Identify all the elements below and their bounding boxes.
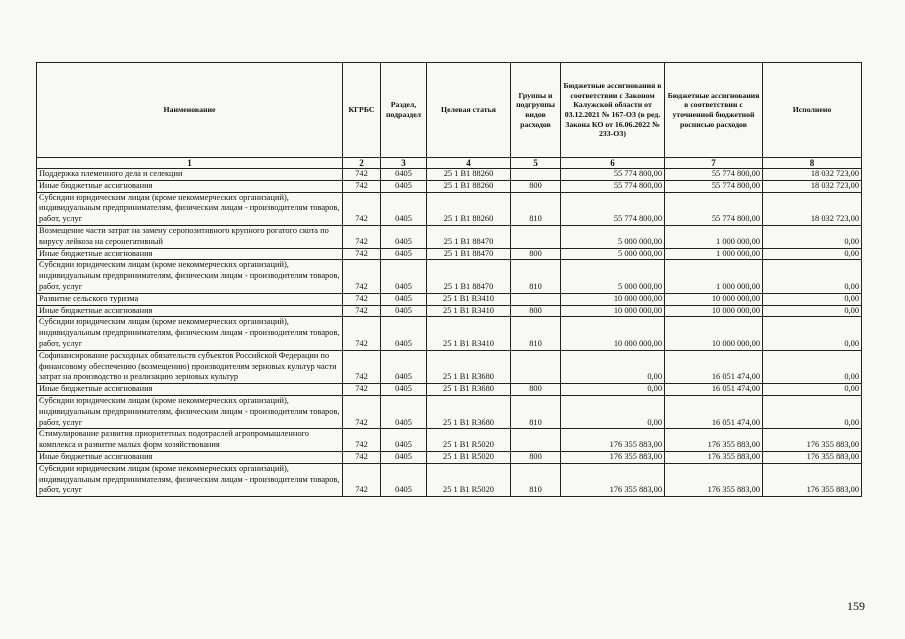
row-target-cell: 25 1 В1 R5020: [427, 429, 511, 452]
table-row: [37, 395, 862, 428]
row-done-cell: 18 032 723,00: [763, 192, 862, 225]
row-assign-law-cell: 5 000 000,00: [561, 225, 665, 248]
column-number: 8: [763, 158, 862, 169]
column-number-row: [37, 158, 862, 169]
table-row: [37, 248, 862, 260]
row-section-cell: 0405: [381, 384, 427, 396]
row-assign-law-cell: 0,00: [561, 395, 665, 428]
row-target-cell: 25 1 В1 R5020: [427, 451, 511, 463]
row-done-cell: 176 355 883,00: [763, 463, 862, 496]
table-row: [37, 225, 862, 248]
col-kgrbs-header: КГРБС: [343, 63, 381, 158]
row-target-cell: 25 1 В1 R3410: [427, 305, 511, 317]
row-done-cell: 176 355 883,00: [763, 451, 862, 463]
row-assign-law-cell: 0,00: [561, 384, 665, 396]
column-number: 5: [511, 158, 561, 169]
row-kgrbs-cell: 742: [343, 192, 381, 225]
row-name-cell: Иные бюджетные ассигнования: [37, 451, 343, 463]
column-number: 4: [427, 158, 511, 169]
row-kgrbs-cell: 742: [343, 169, 381, 181]
row-kgrbs-cell: 742: [343, 180, 381, 192]
row-section-cell: 0405: [381, 350, 427, 383]
row-kgrbs-cell: 742: [343, 248, 381, 260]
row-done-cell: 0,00: [763, 317, 862, 350]
row-assign-list-cell: 176 355 883,00: [665, 463, 763, 496]
row-kgrbs-cell: 742: [343, 463, 381, 496]
row-target-cell: 25 1 В1 88260: [427, 169, 511, 181]
row-section-cell: 0405: [381, 463, 427, 496]
row-group-cell: 810: [511, 317, 561, 350]
row-group-cell: [511, 169, 561, 181]
row-section-cell: 0405: [381, 451, 427, 463]
row-group-cell: [511, 429, 561, 452]
row-kgrbs-cell: 742: [343, 350, 381, 383]
row-kgrbs-cell: 742: [343, 395, 381, 428]
row-done-cell: 0,00: [763, 395, 862, 428]
row-done-cell: 0,00: [763, 225, 862, 248]
row-target-cell: 25 1 В1 88470: [427, 260, 511, 293]
row-done-cell: 18 032 723,00: [763, 180, 862, 192]
column-number: 3: [381, 158, 427, 169]
row-name-cell: Субсидии юридическим лицам (кроме некоммерческих организаций), индивидуальным предпринимателям, физическим лицам - производителям товаров, работ, услуг: [37, 317, 343, 350]
row-name-cell: Возмещение части затрат на замену серопозитивного крупного рогатого скота по вирусу лейкоза на серонегативный: [37, 225, 343, 248]
row-name-cell: Софинансирование расходных обязательств субъектов Российской Федерации по финансовому обеспечению (возмещению) производителям зерновых культур части затрат на производство и реализацию зерновых культур: [37, 350, 343, 383]
row-assign-law-cell: 5 000 000,00: [561, 260, 665, 293]
row-section-cell: 0405: [381, 225, 427, 248]
row-target-cell: 25 1 В1 88260: [427, 180, 511, 192]
col-groups-header: Группы и подгруппы видов расходов: [511, 63, 561, 158]
row-assign-law-cell: 55 774 800,00: [561, 192, 665, 225]
row-section-cell: 0405: [381, 317, 427, 350]
row-assign-law-cell: 10 000 000,00: [561, 305, 665, 317]
row-assign-list-cell: 55 774 800,00: [665, 169, 763, 181]
row-group-cell: [511, 225, 561, 248]
column-number: 6: [561, 158, 665, 169]
row-assign-list-cell: 1 000 000,00: [665, 225, 763, 248]
row-section-cell: 0405: [381, 429, 427, 452]
row-assign-law-cell: 5 000 000,00: [561, 248, 665, 260]
row-section-cell: 0405: [381, 293, 427, 305]
row-name-cell: Субсидии юридическим лицам (кроме некоммерческих организаций), индивидуальным предпринимателям, физическим лицам - производителям товаров, работ, услуг: [37, 395, 343, 428]
row-assign-list-cell: 55 774 800,00: [665, 192, 763, 225]
row-name-cell: Стимулирование развития приоритетных подотраслей агропромышленного комплекса и развитие малых форм хозяйствования: [37, 429, 343, 452]
row-assign-list-cell: 16 051 474,00: [665, 350, 763, 383]
row-name-cell: Субсидии юридическим лицам (кроме некоммерческих организаций), индивидуальным предпринимателям, физическим лицам - производителям товаров, работ, услуг: [37, 192, 343, 225]
row-kgrbs-cell: 742: [343, 305, 381, 317]
row-section-cell: 0405: [381, 192, 427, 225]
row-target-cell: 25 1 В1 88470: [427, 248, 511, 260]
row-name-cell: Субсидии юридическим лицам (кроме некоммерческих организаций), индивидуальным предпринимателям, физическим лицам - производителям товаров, работ, услуг: [37, 260, 343, 293]
table-row: [37, 293, 862, 305]
row-done-cell: 0,00: [763, 248, 862, 260]
row-done-cell: 0,00: [763, 293, 862, 305]
col-target-header: Целевая статья: [427, 63, 511, 158]
column-number: 2: [343, 158, 381, 169]
column-number: 7: [665, 158, 763, 169]
table-row: [37, 260, 862, 293]
row-kgrbs-cell: 742: [343, 384, 381, 396]
table-row: [37, 317, 862, 350]
row-assign-list-cell: 10 000 000,00: [665, 317, 763, 350]
table-row: [37, 384, 862, 396]
row-done-cell: 0,00: [763, 350, 862, 383]
row-target-cell: 25 1 В1 R3680: [427, 350, 511, 383]
row-kgrbs-cell: 742: [343, 429, 381, 452]
row-assign-list-cell: 176 355 883,00: [665, 451, 763, 463]
row-assign-law-cell: 176 355 883,00: [561, 451, 665, 463]
row-name-cell: Иные бюджетные ассигнования: [37, 248, 343, 260]
row-assign-list-cell: 55 774 800,00: [665, 180, 763, 192]
page-number: 159: [847, 599, 865, 613]
row-group-cell: 810: [511, 395, 561, 428]
row-group-cell: 800: [511, 180, 561, 192]
col-name-header: Наименование: [37, 63, 343, 158]
budget-table: [36, 62, 862, 497]
row-assign-law-cell: 0,00: [561, 350, 665, 383]
row-kgrbs-cell: 742: [343, 451, 381, 463]
row-done-cell: 18 032 723,00: [763, 169, 862, 181]
table-row: [37, 463, 862, 496]
row-name-cell: Иные бюджетные ассигнования: [37, 305, 343, 317]
row-assign-law-cell: 176 355 883,00: [561, 463, 665, 496]
row-assign-law-cell: 10 000 000,00: [561, 317, 665, 350]
row-kgrbs-cell: 742: [343, 225, 381, 248]
row-target-cell: 25 1 В1 88260: [427, 192, 511, 225]
row-name-cell: Развитие сельского туризма: [37, 293, 343, 305]
row-name-cell: Поддержка племенного дела и селекции: [37, 169, 343, 181]
col-section-header: Раздел, подраздел: [381, 63, 427, 158]
col-assign-list-header: Бюджетные ассигнования в соответствии с уточненной бюджетной росписью расходов: [665, 63, 763, 158]
row-kgrbs-cell: 742: [343, 317, 381, 350]
row-section-cell: 0405: [381, 260, 427, 293]
row-group-cell: 810: [511, 260, 561, 293]
row-kgrbs-cell: 742: [343, 260, 381, 293]
row-name-cell: Иные бюджетные ассигнования: [37, 180, 343, 192]
row-group-cell: [511, 293, 561, 305]
row-section-cell: 0405: [381, 169, 427, 181]
col-assign-law-header: Бюджетные ассигнования в соответствии с Законом Калужской области от 03.12.2021 № 167-ОЗ (в ред. Закона КО от 16.06.2022 № 233-ОЗ): [561, 63, 665, 158]
table-row: [37, 169, 862, 181]
row-target-cell: 25 1 В1 R3410: [427, 293, 511, 305]
table-body: [37, 169, 862, 497]
table-row: [37, 350, 862, 383]
row-assign-law-cell: 176 355 883,00: [561, 429, 665, 452]
row-group-cell: 810: [511, 463, 561, 496]
row-target-cell: 25 1 В1 R3410: [427, 317, 511, 350]
row-assign-law-cell: 55 774 800,00: [561, 169, 665, 181]
row-group-cell: [511, 350, 561, 383]
table-row: [37, 429, 862, 452]
row-name-cell: Субсидии юридическим лицам (кроме некоммерческих организаций), индивидуальным предпринимателям, физическим лицам - производителям товаров, работ, услуг: [37, 463, 343, 496]
row-section-cell: 0405: [381, 180, 427, 192]
table-row: [37, 305, 862, 317]
row-assign-list-cell: 10 000 000,00: [665, 305, 763, 317]
row-target-cell: 25 1 В1 88470: [427, 225, 511, 248]
row-target-cell: 25 1 В1 R5020: [427, 463, 511, 496]
col-done-header: Исполнено: [763, 63, 862, 158]
row-group-cell: 810: [511, 192, 561, 225]
row-done-cell: 176 355 883,00: [763, 429, 862, 452]
header-row: [37, 63, 862, 158]
row-section-cell: 0405: [381, 248, 427, 260]
column-number: 1: [37, 158, 343, 169]
row-assign-list-cell: 1 000 000,00: [665, 260, 763, 293]
row-assign-list-cell: 10 000 000,00: [665, 293, 763, 305]
table-row: [37, 180, 862, 192]
row-section-cell: 0405: [381, 305, 427, 317]
table-row: [37, 192, 862, 225]
row-assign-list-cell: 176 355 883,00: [665, 429, 763, 452]
row-done-cell: 0,00: [763, 305, 862, 317]
row-kgrbs-cell: 742: [343, 293, 381, 305]
row-done-cell: 0,00: [763, 384, 862, 396]
row-target-cell: 25 1 В1 R3680: [427, 384, 511, 396]
row-assign-law-cell: 10 000 000,00: [561, 293, 665, 305]
row-assign-list-cell: 16 051 474,00: [665, 384, 763, 396]
row-name-cell: Иные бюджетные ассигнования: [37, 384, 343, 396]
row-assign-law-cell: 55 774 800,00: [561, 180, 665, 192]
row-group-cell: 800: [511, 451, 561, 463]
row-done-cell: 0,00: [763, 260, 862, 293]
row-target-cell: 25 1 В1 R3680: [427, 395, 511, 428]
row-group-cell: 800: [511, 305, 561, 317]
row-group-cell: 800: [511, 248, 561, 260]
row-assign-list-cell: 16 051 474,00: [665, 395, 763, 428]
row-group-cell: 800: [511, 384, 561, 396]
row-assign-list-cell: 1 000 000,00: [665, 248, 763, 260]
row-section-cell: 0405: [381, 395, 427, 428]
table-row: [37, 451, 862, 463]
